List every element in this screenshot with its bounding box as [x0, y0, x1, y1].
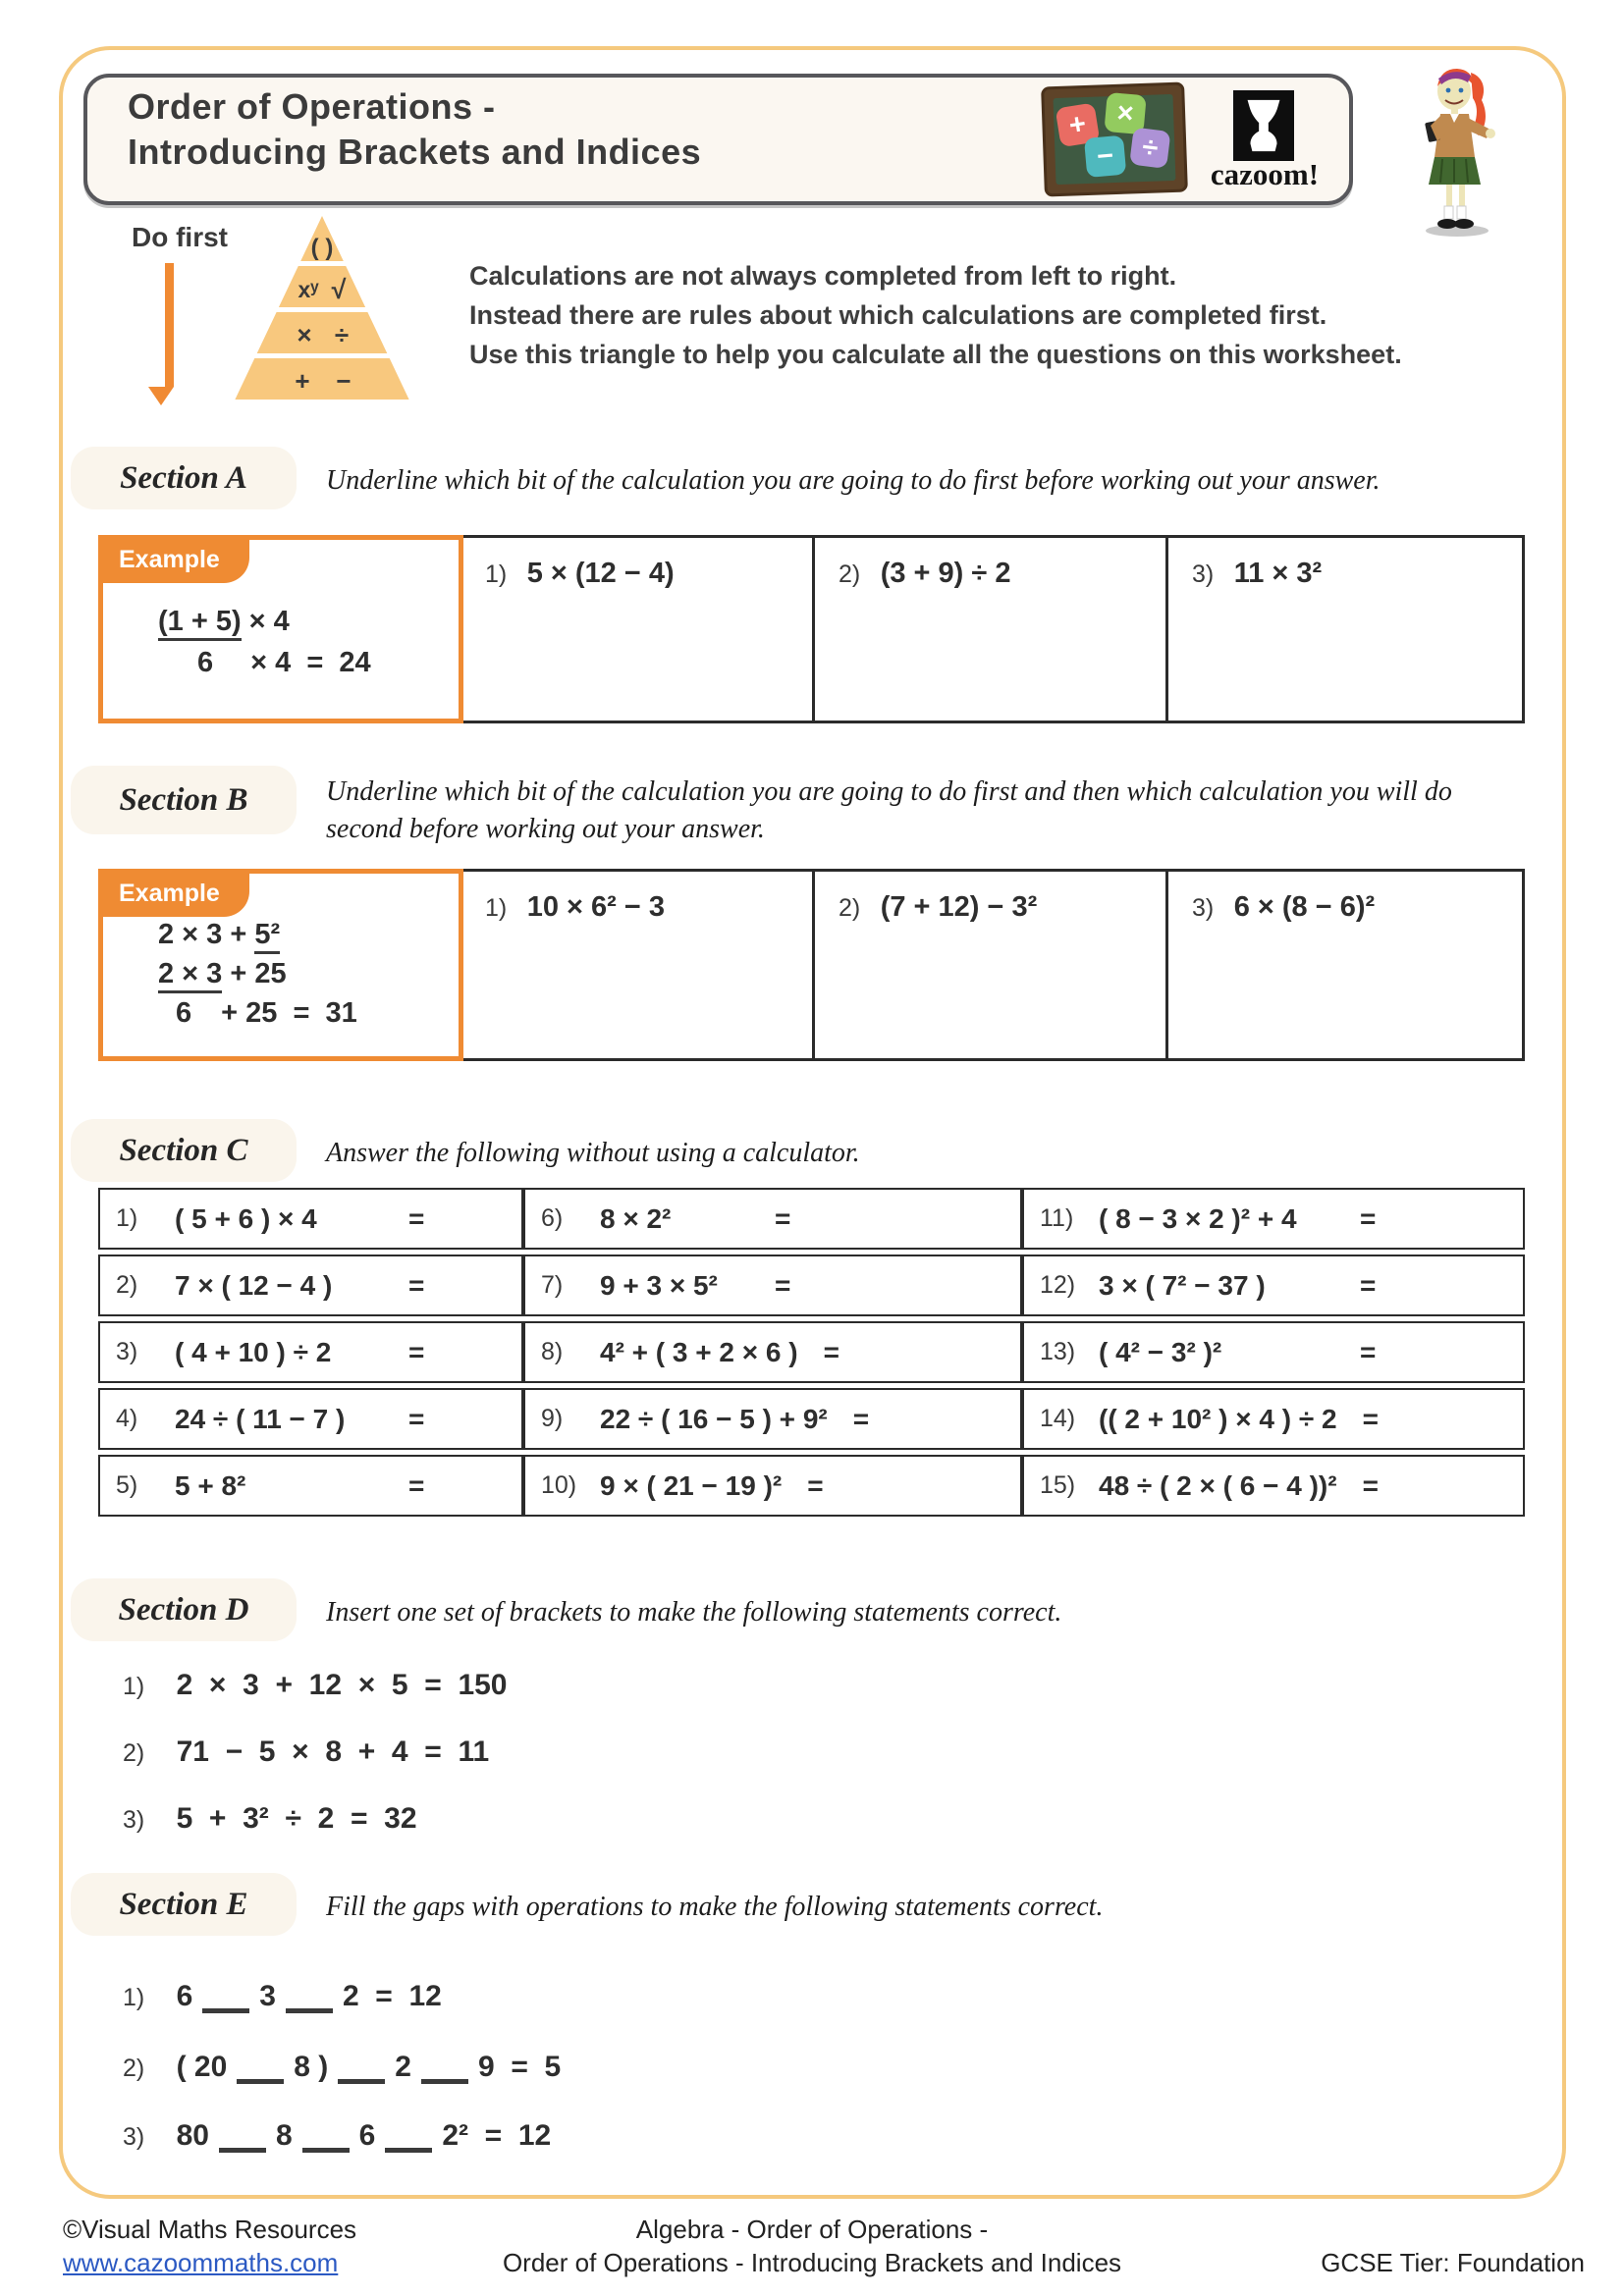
footer-tier-label: GCSE Tier: Foundation	[1321, 2248, 1585, 2277]
question-cell	[98, 1188, 523, 1250]
question-cell	[815, 872, 1168, 1058]
question-cell	[523, 1188, 1022, 1250]
question-expression: 5 + 3² ÷ 2 = 32	[176, 1802, 417, 1835]
example-working	[158, 601, 371, 683]
section-a-example-box	[98, 535, 463, 723]
question-expression: 48 ÷ ( 2 × ( 6 − 4 ))²	[1099, 1469, 1337, 1501]
question-number: 15)	[1040, 1471, 1076, 1499]
student-girl-illustration	[1412, 61, 1502, 240]
triangle-label-multiply: ×	[297, 320, 312, 349]
question-number: 5)	[116, 1471, 138, 1499]
question-number: 3)	[1192, 561, 1215, 588]
question-expression: 6 × (8 − 6)²	[1233, 891, 1376, 923]
section-d-label-box	[71, 1578, 297, 1641]
question-number: 4)	[116, 1405, 138, 1432]
order-of-operations-triangle	[234, 216, 410, 404]
question-cell	[1022, 1321, 1525, 1383]
question-number: 8)	[541, 1338, 564, 1365]
equals-sign: =	[852, 1403, 870, 1434]
answer-gap[interactable]	[338, 2050, 385, 2084]
question-cell	[815, 538, 1168, 721]
triangle-label-power: xʸ	[298, 277, 319, 302]
question-expression: 3 × ( 7² − 37 )	[1099, 1269, 1266, 1301]
question-row	[123, 1669, 508, 1702]
triangle-level-multiply-divide-shape	[257, 312, 388, 353]
equals-sign: =	[408, 1202, 425, 1234]
multiply-tile-icon: ×	[1104, 92, 1146, 134]
example-line: 2 × 3 + 5²	[158, 915, 357, 954]
question-cell	[461, 872, 815, 1058]
do-first-arrowhead-icon	[148, 387, 174, 405]
question-expression: 2 × 3 + 12 × 5 = 150	[176, 1669, 508, 1701]
section-b-question-table	[459, 869, 1525, 1061]
triangle-level-add-subtract-shape	[235, 358, 408, 400]
question-cell	[1168, 538, 1522, 721]
question-number: 11)	[1040, 1204, 1074, 1232]
section-c-label: Section C	[119, 1132, 248, 1168]
footer-doc-category: Algebra - Order of Operations -	[635, 2215, 989, 2244]
section-a-label-box	[71, 447, 297, 509]
question-number: 2)	[123, 1739, 145, 1767]
example-line: 6 + 25 = 31	[176, 997, 357, 1029]
question-row	[123, 1979, 442, 2013]
question-number: 1)	[123, 1984, 145, 2011]
question-expression: 9 + 3 × 5²	[600, 1269, 718, 1301]
example-tab: Example	[103, 874, 249, 917]
equals-sign: =	[1360, 1336, 1377, 1367]
example-line: (1 + 5) × 4	[158, 601, 371, 642]
question-number: 10)	[541, 1471, 577, 1499]
question-expression: 9 × ( 21 − 19 )²	[600, 1469, 783, 1501]
answer-gap[interactable]	[421, 2050, 468, 2084]
section-e-instruction: Fill the gaps with operations to make the following statements correct.	[326, 1892, 1104, 1922]
question-number: 3)	[123, 1806, 145, 1834]
section-a-question-table	[459, 535, 1525, 723]
question-number: 2)	[116, 1271, 138, 1299]
question-number: 1)	[123, 1673, 145, 1700]
question-cell	[523, 1455, 1022, 1517]
question-segment: 8	[275, 2119, 293, 2152]
question-expression: 24 ÷ ( 11 − 7 )	[175, 1403, 346, 1434]
question-row	[123, 2050, 561, 2084]
question-number: 1)	[116, 1204, 138, 1232]
question-cell	[98, 1255, 523, 1316]
section-b-label: Section B	[119, 781, 248, 818]
equals-sign: =	[408, 1403, 425, 1434]
equals-sign: =	[1360, 1202, 1377, 1234]
equals-sign: =	[775, 1269, 791, 1301]
question-expression: 71 − 5 × 8 + 4 = 11	[176, 1735, 490, 1768]
question-expression: ( 4 + 10 ) ÷ 2	[175, 1336, 332, 1367]
question-expression: 10 × 6² − 3	[526, 891, 665, 923]
section-a-label: Section A	[120, 459, 247, 496]
question-expression: 8 × 2²	[600, 1202, 672, 1234]
page-title-line2: Introducing Brackets and Indices	[128, 132, 702, 172]
question-number: 3)	[123, 2123, 145, 2151]
answer-gap[interactable]	[385, 2118, 432, 2153]
do-first-arrow-icon	[165, 263, 174, 387]
question-cell	[98, 1321, 523, 1383]
question-number: 1)	[485, 561, 508, 588]
intro-line: Use this triangle to help you calculate all the questions on this worksheet.	[469, 340, 1402, 369]
question-expression: ( 5 + 6 ) × 4	[175, 1202, 317, 1234]
question-number: 2)	[839, 561, 861, 588]
question-expression: (7 + 12) − 3²	[880, 891, 1038, 923]
question-expression: ( 4² − 3² )²	[1099, 1336, 1222, 1367]
page-title	[128, 84, 701, 175]
section-d-label: Section D	[118, 1591, 249, 1628]
question-expression: 7 × ( 12 − 4 )	[175, 1269, 333, 1301]
intro-line: Calculations are not always completed from left to right.	[469, 261, 1177, 291]
answer-gap[interactable]	[237, 2050, 284, 2084]
question-row	[123, 2118, 551, 2153]
question-number: 9)	[541, 1405, 564, 1432]
question-cell	[523, 1255, 1022, 1316]
question-expression: 4² + ( 3 + 2 × 6 )	[600, 1336, 798, 1367]
question-expression: ( 8 − 3 × 2 )² + 4	[1099, 1202, 1297, 1234]
question-cell	[98, 1388, 523, 1450]
question-cell	[1022, 1188, 1525, 1250]
question-cell	[1168, 872, 1522, 1058]
section-b-instruction: Underline which bit of the calculation you are going to do first and then which calculation you will do second before working out your answer.	[326, 776, 1452, 844]
triangle-label-divide: ÷	[334, 320, 350, 349]
answer-gap[interactable]	[286, 1979, 333, 2013]
question-cell	[1022, 1388, 1525, 1450]
question-expression: 5 × (12 − 4)	[526, 558, 675, 589]
plus-tile-icon: +	[1056, 102, 1101, 147]
question-number: 13)	[1040, 1338, 1076, 1365]
footer-copyright: ©Visual Maths Resources	[63, 2215, 357, 2244]
question-expression: (3 + 9) ÷ 2	[880, 558, 1011, 589]
equals-sign: =	[775, 1202, 791, 1234]
question-number: 2)	[839, 894, 861, 922]
do-first-label: Do first	[132, 222, 228, 252]
question-number: 12)	[1040, 1271, 1076, 1299]
question-row	[123, 1735, 489, 1769]
intro-line: Instead there are rules about which calculations are completed first.	[469, 300, 1327, 330]
section-b-example-box	[98, 869, 463, 1061]
triangle-level-indices-shape	[279, 266, 365, 307]
chalkboard-icon	[1041, 81, 1188, 196]
question-expression: 11 × 3²	[1233, 558, 1323, 589]
question-expression: 22 ÷ ( 16 − 5 ) + 9²	[600, 1403, 828, 1434]
minus-tile-icon: −	[1084, 135, 1126, 178]
brand-wordmark: cazoom!	[1210, 157, 1320, 191]
answer-gap[interactable]	[219, 2118, 266, 2153]
question-cell	[523, 1388, 1022, 1450]
equals-sign: =	[408, 1269, 425, 1301]
section-c-instruction: Answer the following without using a calculator.	[326, 1138, 860, 1168]
question-segment: ( 20	[176, 2051, 228, 2083]
question-number: 3)	[1192, 894, 1215, 922]
triangle-label-add: +	[295, 366, 310, 396]
section-e-label-box	[71, 1873, 297, 1936]
footer-website-link[interactable]: www.cazoommaths.com	[63, 2248, 339, 2277]
section-c-table	[98, 1188, 1525, 1517]
question-row	[123, 1802, 417, 1836]
example-line: 6 × 4 = 24	[197, 647, 371, 678]
question-number: 7)	[541, 1271, 564, 1299]
cazoom-logo	[1233, 90, 1294, 161]
section-e-label: Section E	[119, 1886, 248, 1922]
example-working	[158, 915, 357, 1033]
answer-gap[interactable]	[202, 1979, 249, 2013]
equals-sign: =	[807, 1469, 824, 1501]
drum-icon	[1244, 97, 1283, 154]
equals-sign: =	[408, 1469, 425, 1501]
question-cell	[1022, 1255, 1525, 1316]
question-segment: 3	[259, 1980, 276, 2012]
footer-doc-title: Order of Operations - Introducing Brackets and Indices	[502, 2248, 1122, 2277]
question-expression: (( 2 + 10² ) × 4 ) ÷ 2	[1099, 1403, 1337, 1434]
question-segment: 6	[176, 1980, 193, 2012]
equals-sign: =	[1360, 1269, 1377, 1301]
question-segment: 2 = 12	[342, 1980, 442, 2012]
example-tab: Example	[103, 540, 249, 583]
section-a-instruction: Underline which bit of the calculation you are going to do first before working out your answer.	[326, 465, 1380, 496]
page-title-line1: Order of Operations -	[128, 86, 496, 127]
section-c-label-box	[71, 1119, 297, 1182]
triangle-label-subtract: −	[336, 366, 352, 396]
question-cell	[1022, 1455, 1525, 1517]
triangle-label-brackets: ( )	[310, 235, 334, 261]
equals-sign: =	[408, 1336, 425, 1367]
section-d-instruction: Insert one set of brackets to make the following statements correct.	[326, 1597, 1062, 1628]
question-number: 1)	[485, 894, 508, 922]
question-number: 6)	[541, 1204, 564, 1232]
section-b-label-box	[71, 766, 297, 834]
question-segment: 2² = 12	[442, 2119, 552, 2152]
question-cell	[523, 1321, 1022, 1383]
question-segment: 6	[358, 2119, 376, 2152]
question-segment: 80	[176, 2119, 209, 2152]
question-expression: 5 + 8²	[175, 1469, 246, 1501]
question-segment: 8 )	[294, 2051, 329, 2083]
question-segment: 2	[395, 2051, 411, 2083]
question-number: 3)	[116, 1338, 138, 1365]
question-segment: 9 = 5	[477, 2051, 562, 2083]
question-number: 2)	[123, 2055, 145, 2082]
question-cell	[98, 1455, 523, 1517]
answer-gap[interactable]	[302, 2118, 350, 2153]
triangle-label-root: √	[331, 275, 347, 304]
question-number: 14)	[1040, 1405, 1076, 1432]
equals-sign: =	[1362, 1403, 1379, 1434]
equals-sign: =	[1362, 1469, 1379, 1501]
divide-tile-icon: ÷	[1129, 128, 1170, 169]
equals-sign: =	[823, 1336, 839, 1367]
question-cell	[461, 538, 815, 721]
example-line: 2 × 3 + 25	[158, 954, 357, 993]
